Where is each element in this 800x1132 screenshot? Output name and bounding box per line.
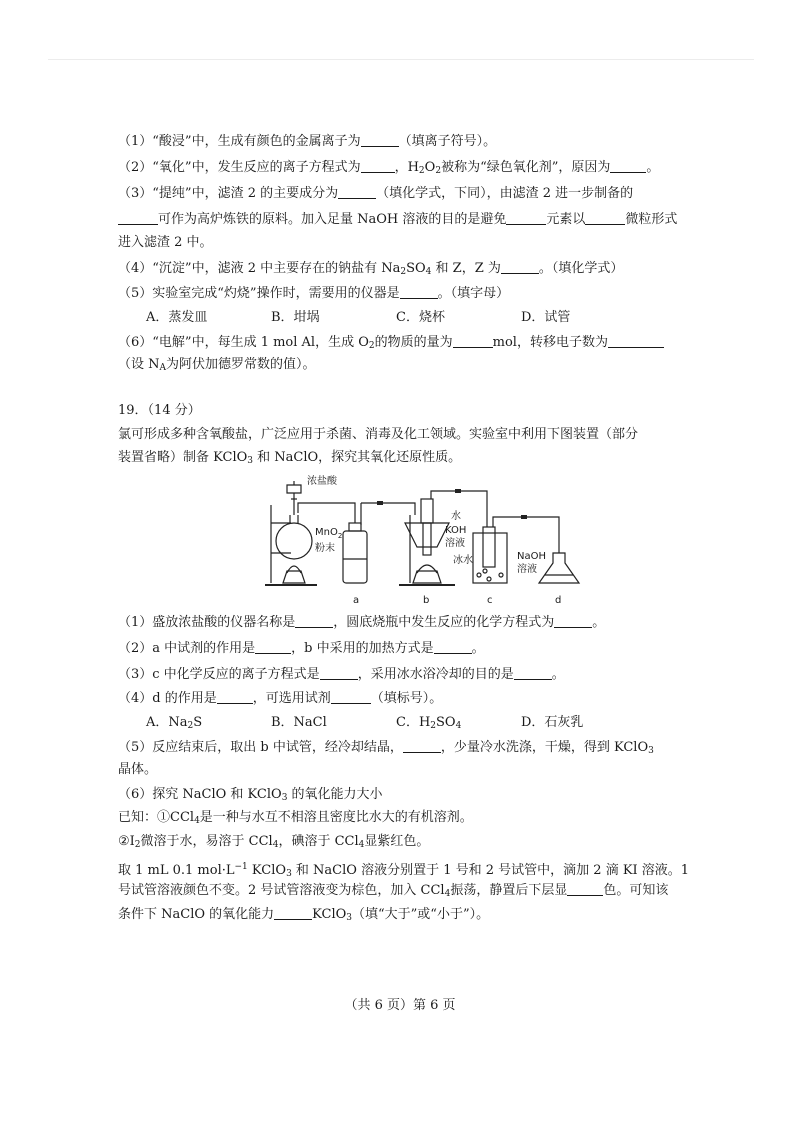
q18-part5-options xyxy=(146,309,646,327)
q19-experiment-line3: 条件下 NaClO 的氧化能力 KClO$_3$（填“大于”或“小于”）。 xyxy=(118,907,490,923)
option-d: D．试管 xyxy=(521,310,571,325)
q19-part2: （2）a 中试剂的作用是 ，b 中采用的加热方式是 。 xyxy=(118,641,485,656)
q19-known-1: 已知：①CCl$_4$是一种与水互不相溶且密度比水大的有机溶剂。 xyxy=(118,810,473,826)
answer-blank xyxy=(608,335,664,348)
option-b: B．坩埚 xyxy=(271,310,320,325)
answer-blank xyxy=(554,615,592,628)
q19-part3: （3）c 中化学反应的离子方程式是 ，采用冰水浴冷却的目的是 。 xyxy=(118,667,565,682)
label-mno2: MnO$_2$ xyxy=(315,527,343,540)
option-d: D．石灰乳 xyxy=(521,715,584,730)
q19-part4: （4）d 的作用是 ，可选用试剂 （填标号）。 xyxy=(118,691,443,706)
answer-blank xyxy=(255,641,291,654)
answer-blank xyxy=(331,691,371,704)
label-a: a xyxy=(353,595,360,606)
answer-blank xyxy=(610,160,646,173)
q19-part5: （5）反应结束后，取出 b 中试管，经冷却结晶， ，少量冷水洗涤，干燥，得到 KClO$_3$ xyxy=(118,740,654,756)
q18-part3-line3: 进入滤渣 2 中。 xyxy=(118,235,213,250)
answer-blank xyxy=(514,667,552,680)
apparatus-diagram xyxy=(265,475,585,610)
q19-intro-line2: 装置省略）制备 KClO$_3$ 和 NaClO，探究其氧化还原性质。 xyxy=(118,450,462,466)
label-koh-solution: 溶液 xyxy=(445,538,465,549)
answer-blank xyxy=(506,212,546,225)
answer-blank xyxy=(274,907,312,920)
q19-part5-cont: 晶体。 xyxy=(118,762,158,777)
q18-part6-note: （设 $N_A$为阿伏加德罗常数的值）。 xyxy=(118,357,316,373)
q19-part4-options xyxy=(146,714,646,735)
option-c: C．烧杯 xyxy=(396,310,445,325)
option-c: C．$H_2SO_4$ xyxy=(396,715,462,731)
q19-known-2: $②I_2$微溶于水，易溶于 CCl$_4$，碘溶于 CCl$_4$显紫红色。 xyxy=(118,834,430,850)
label-water: 水 xyxy=(451,511,461,522)
q19-experiment-line1: 取 1 mL 0.1 $mol\cdot L^{-1}$ KClO$_3$ 和 NaClO 溶液分别置于 1 号和 2 号试管中，滴加 2 滴 KI 溶液。1 xyxy=(118,862,690,879)
q18-part2: （2）“氧化”中，发生反应的离子方程式为 ，$H_2O_2$被称为“绿色氧化剂”，原因为 。 xyxy=(118,160,660,176)
answer-blank xyxy=(403,740,441,753)
answer-blank xyxy=(585,212,625,225)
answer-blank xyxy=(118,212,158,225)
q19-part1: （1）盛放浓盐酸的仪器名称是 ，圆底烧瓶中发生反应的化学方程式为 。 xyxy=(118,615,606,630)
q18-part6: （6）“电解”中，每生成 1 mol Al，生成 $O_2$的物质的量为 mol，转移电子数为 xyxy=(118,334,664,355)
apparatus-svg xyxy=(265,475,585,610)
answer-blank xyxy=(217,691,253,704)
q18-part1: （1）“酸浸”中，生成有颜色的金属离子为 （填离子符号）。 xyxy=(118,134,497,149)
q19-part6: （6）探究 NaClO 和 KClO$_3$ 的氧化能力大小 xyxy=(118,787,383,803)
q19-experiment-line2: 号试管溶液颜色不变。2 号试管溶液变为棕色，加入 CCl$_4$振荡，静置后下层显 色。可知该 xyxy=(118,883,669,899)
label-powder: 粉末 xyxy=(315,543,335,554)
label-ice-water: 冰水 xyxy=(453,555,473,566)
answer-blank xyxy=(320,667,358,680)
answer-blank xyxy=(434,641,472,654)
option-a: A．$Na_2S$ xyxy=(146,715,203,731)
label-naoh-solution: 溶液 xyxy=(517,564,537,575)
answer-blank xyxy=(361,160,395,173)
answer-blank xyxy=(501,261,539,274)
answer-blank xyxy=(295,615,333,628)
q18-part3-line1: （3）“提纯”中，滤渣 2 的主要成分为 （填化学式，下同），由滤渣 2 进一步制备的 xyxy=(118,186,634,201)
answer-blank xyxy=(567,883,603,896)
page-footer: （共 6 页）第 6 页 xyxy=(344,998,456,1013)
label-b: b xyxy=(423,595,430,606)
answer-blank xyxy=(361,134,399,147)
q19-intro-line1: 氯可形成多种含氧酸盐，广泛应用于杀菌、消毒及化工领域。实验室中利用下图装置（部分 xyxy=(118,427,639,442)
label-naoh: NaOH xyxy=(517,551,546,562)
answer-blank xyxy=(400,286,438,299)
q19-heading: 19．（14 分） xyxy=(118,403,201,418)
label-hcl: 浓盐酸 xyxy=(307,476,337,487)
label-koh: KOH xyxy=(445,525,467,536)
answer-blank xyxy=(453,335,493,348)
label-d: d xyxy=(555,595,562,606)
top-rule xyxy=(48,59,754,60)
answer-blank xyxy=(338,186,376,199)
q18-part4: （4）“沉淀”中，滤液 2 中主要存在的钠盐有 $Na_2SO_4$ 和 Z，Z 为 。（填化学式） xyxy=(118,261,624,277)
q18-part3-line2: 可作为高炉炼铁的原料。加入足量 NaOH 溶液的目的是避免 元素以 微粒形式 xyxy=(118,211,677,229)
q18-part5: （5）实验室完成“灼烧”操作时，需要用的仪器是 。（填字母） xyxy=(118,286,510,301)
option-a: A．蒸发皿 xyxy=(146,310,208,325)
option-b: B．NaCl xyxy=(271,715,327,730)
label-c: c xyxy=(487,595,493,606)
